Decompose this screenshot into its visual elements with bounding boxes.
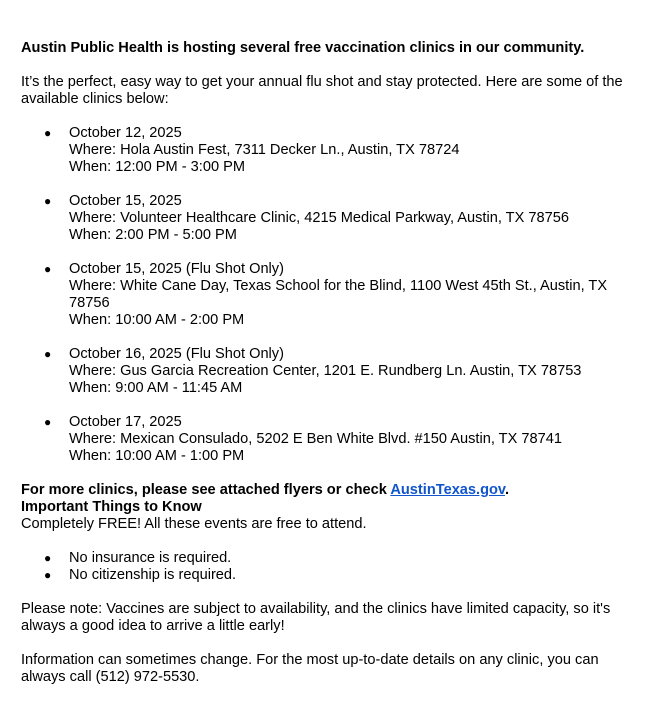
more-clinics-line	[21, 482, 625, 499]
intro-heading: Austin Public Health is hosting several free vaccination clinics in our community.	[21, 40, 585, 56]
bullet-icon: ●	[44, 415, 52, 429]
bullet-icon: ●	[44, 262, 52, 276]
contact-info: Information can sometimes change. For the most up-to-date details on any clinic, you can always call (512) 972-5530.	[21, 652, 599, 685]
list-item	[21, 550, 625, 567]
clinic-item	[21, 261, 625, 329]
clinic-item	[21, 125, 625, 176]
important-intro: Completely FREE! All these events are free to attend.	[21, 516, 367, 532]
bullet-icon: ●	[44, 551, 52, 565]
clinic-when: When: 2:00 PM - 5:00 PM	[69, 227, 237, 243]
spacer	[21, 108, 625, 125]
bullet-icon: ●	[44, 126, 52, 140]
spacer	[21, 57, 625, 74]
clinic-when: When: 10:00 AM - 2:00 PM	[69, 312, 245, 328]
austintexas-gov-link[interactable]: AustinTexas.gov	[390, 482, 505, 498]
intro-text: It’s the perfect, easy way to get your annual flu shot and stay protected. Here are some of the available clinics below:	[21, 74, 623, 107]
clinic-item	[21, 414, 625, 465]
more-clinics-suffix: .	[504, 482, 510, 498]
spacer	[21, 635, 625, 652]
requirement-text: No insurance is required.	[69, 550, 232, 566]
availability-note: Please note: Vaccines are subject to availability, and the clinics have limited capacity, so it's always a good idea to arrive a little early!	[21, 601, 611, 634]
list-item	[21, 567, 625, 584]
requirement-text: No citizenship is required.	[69, 567, 237, 583]
clinic-where: Where: Volunteer Healthcare Clinic, 4215 Medical Parkway, Austin, TX 78756	[69, 210, 569, 226]
clinic-date: October 17, 2025	[69, 414, 182, 430]
clinic-where: Where: White Cane Day, Texas School for the Blind, 1100 West 45th St., Austin, TX 78756	[69, 278, 608, 311]
spacer	[21, 584, 625, 601]
clinic-where: Where: Mexican Consulado, 5202 E Ben White Blvd. #150 Austin, TX 78741	[69, 431, 562, 447]
clinic-when: When: 9:00 AM - 11:45 AM	[69, 380, 243, 396]
bullet-icon: ●	[44, 347, 52, 361]
spacer	[21, 533, 625, 550]
more-clinics-prefix: For more clinics, please see attached flyers or check	[21, 482, 391, 498]
clinic-date: October 16, 2025 (Flu Shot Only)	[69, 346, 284, 362]
clinic-date: October 15, 2025 (Flu Shot Only)	[69, 261, 284, 277]
clinic-date: October 15, 2025	[69, 193, 182, 209]
clinic-item	[21, 346, 625, 397]
clinic-when: When: 12:00 PM - 3:00 PM	[69, 159, 246, 175]
bullet-icon: ●	[44, 568, 52, 582]
requirements-list	[21, 550, 625, 584]
clinic-where: Where: Gus Garcia Recreation Center, 1201 E. Rundberg Ln. Austin, TX 78753	[69, 363, 582, 379]
clinic-when: When: 10:00 AM - 1:00 PM	[69, 448, 245, 464]
bullet-icon: ●	[44, 194, 52, 208]
spacer	[21, 465, 625, 482]
clinic-list	[21, 125, 625, 465]
important-heading: Important Things to Know	[21, 499, 202, 515]
clinic-date: October 12, 2025	[69, 125, 182, 141]
clinic-item	[21, 193, 625, 244]
clinic-where: Where: Hola Austin Fest, 7311 Decker Ln., Austin, TX 78724	[69, 142, 460, 158]
